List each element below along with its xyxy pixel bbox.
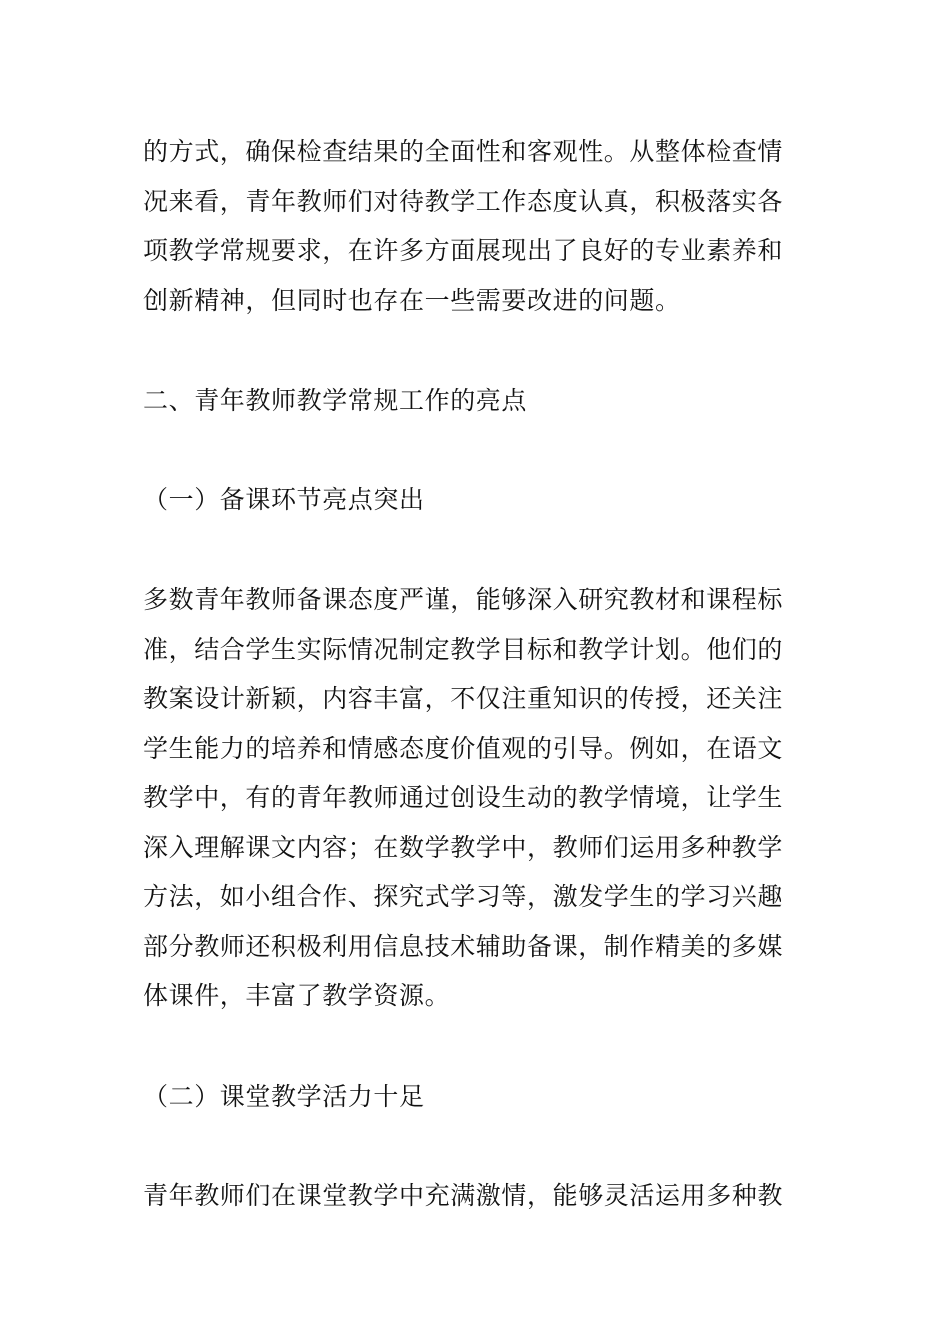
subsection-heading-text: （二）课堂教学活力十足 xyxy=(143,1082,425,1111)
text-line: 的方式，确保检查结果的全面性和客观性。从整体检查情 xyxy=(143,137,784,166)
text-line: 深入理解课文内容；在数学教学中，教师们运用多种教学 xyxy=(143,832,784,862)
paragraph-classroom-teaching xyxy=(143,1171,813,1221)
text-line: 创新精神，但同时也存在一些需要改进的问题。 xyxy=(143,285,681,315)
section-heading-text: 二、青年教师教学常规工作的亮点 xyxy=(143,386,528,415)
text-line: 青年教师们在课堂教学中充满激情，能够灵活运用多种教 xyxy=(143,1181,784,1210)
text-line: 教案设计新颖，内容丰富，不仅注重知识的传授，还关注 xyxy=(143,684,784,713)
subsection-heading-2 xyxy=(143,1072,813,1122)
paragraph-intro xyxy=(143,127,813,325)
text-line: 况来看，青年教师们对待教学工作态度认真，积极落实各 xyxy=(143,186,784,216)
text-line: 学生能力的培养和情感态度价值观的引导。例如，在语文 xyxy=(143,733,784,763)
text-line: 项教学常规要求，在许多方面展现出了良好的专业素养和 xyxy=(143,236,784,265)
paragraph-lesson-preparation xyxy=(143,575,813,1021)
text-line: 教学中，有的青年教师通过创设生动的教学情境，让学生 xyxy=(143,783,784,812)
text-line: 部分教师还积极利用信息技术辅助备课，制作精美的多媒 xyxy=(143,931,784,961)
text-line: 多数青年教师备课态度严谨，能够深入研究教材和课程标 xyxy=(143,585,784,614)
subsection-heading-1 xyxy=(143,475,813,525)
text-line: 方法，如小组合作、探究式学习等，激发学生的学习兴趣 xyxy=(143,882,784,911)
text-line: 准，结合学生实际情况制定教学目标和教学计划。他们的 xyxy=(143,634,784,664)
text-line: 体课件，丰富了教学资源。 xyxy=(143,981,451,1010)
section-heading xyxy=(143,376,813,426)
subsection-heading-text: （一）备课环节亮点突出 xyxy=(143,485,425,514)
